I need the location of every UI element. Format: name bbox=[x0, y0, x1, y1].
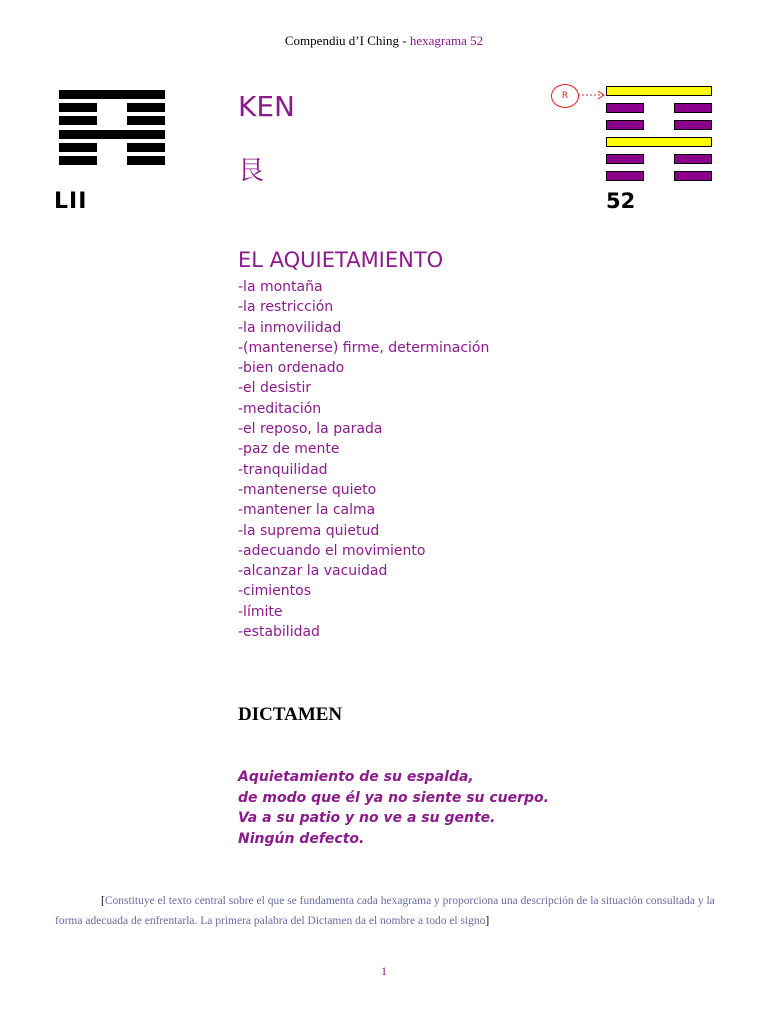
list-item: -estabilidad bbox=[238, 624, 320, 641]
hexagram-chinese-character: 艮 bbox=[238, 156, 265, 186]
list-item: -la restricción bbox=[238, 299, 334, 316]
list-item: -el reposo, la parada bbox=[238, 421, 383, 438]
header-hexagram-link: hexagrama 52 bbox=[409, 33, 484, 48]
hexagram-figure-left bbox=[59, 90, 165, 169]
list-item: -meditación bbox=[238, 400, 322, 417]
hexagram-line-broken bbox=[59, 143, 165, 152]
hexagram-line-solid bbox=[59, 130, 165, 139]
list-item: -tranquilidad bbox=[238, 461, 328, 478]
hexagram-line-solid bbox=[59, 90, 165, 99]
hexagram-line-broken bbox=[59, 156, 165, 165]
note-open-bracket: [ bbox=[101, 895, 105, 907]
list-item: -mantener la calma bbox=[238, 502, 376, 519]
list-item: -mantenerse quieto bbox=[238, 481, 377, 498]
hexagram-line-broken bbox=[59, 116, 165, 125]
dictamen-line: Va a su patio y no ve a su gente. bbox=[238, 810, 496, 827]
hexagram-line-solid bbox=[606, 86, 712, 96]
list-item: -alcanzar la vacuidad bbox=[238, 563, 388, 580]
list-item: -paz de mente bbox=[238, 441, 340, 458]
list-item: -adecuando el movimiento bbox=[238, 542, 426, 559]
hexagram-line-broken bbox=[606, 154, 712, 164]
list-item: -límite bbox=[238, 603, 283, 620]
reference-marker: R bbox=[551, 84, 579, 108]
note-text: Constituye el texto central sobre el que se fundamenta cada hexagrama y proporciona una descripción de la situación consultada y la forma adecuada de enfrentarla. La primera palabra del Dictamen da el nombre a todo el signo bbox=[55, 895, 715, 927]
list-item: -(mantenerse) firme, determinación bbox=[238, 339, 490, 356]
explanatory-note bbox=[55, 891, 715, 931]
dictamen-heading: DICTAMEN bbox=[238, 704, 343, 725]
hexagram-line-broken bbox=[59, 103, 165, 112]
reference-arrow-icon bbox=[578, 89, 606, 101]
dictamen-text bbox=[238, 767, 549, 850]
hexagram-line-solid bbox=[606, 137, 712, 147]
section-title: EL AQUIETAMIENTO bbox=[238, 248, 444, 272]
meanings-list bbox=[238, 277, 489, 642]
hexagram-figure-right bbox=[606, 86, 712, 188]
hexagram-line-broken bbox=[606, 120, 712, 130]
note-close-bracket: ] bbox=[485, 915, 490, 927]
hexagram-name: KEN bbox=[238, 90, 295, 123]
header-prefix: Compendiu d’I Ching - bbox=[284, 33, 410, 48]
dictamen-line: Ningún defecto. bbox=[238, 831, 365, 848]
list-item: -la montaña bbox=[238, 279, 323, 295]
hexagram-line-broken bbox=[606, 171, 712, 181]
hexagram-roman-numeral: LII bbox=[54, 189, 88, 214]
hexagram-line-broken bbox=[606, 103, 712, 113]
dictamen-line: de modo que él ya no siente su cuerpo. bbox=[238, 789, 549, 806]
dictamen-line: Aquietamiento de su espalda, bbox=[238, 769, 474, 785]
list-item: -la inmovilidad bbox=[238, 319, 342, 336]
list-item: -la suprema quietud bbox=[238, 522, 380, 539]
page-number: 1 bbox=[381, 964, 387, 978]
list-item: -cimientos bbox=[238, 583, 312, 600]
list-item: -bien ordenado bbox=[238, 360, 345, 377]
page-header bbox=[0, 33, 768, 49]
list-item: -el desistir bbox=[238, 380, 312, 397]
hexagram-number: 52 bbox=[606, 189, 636, 213]
